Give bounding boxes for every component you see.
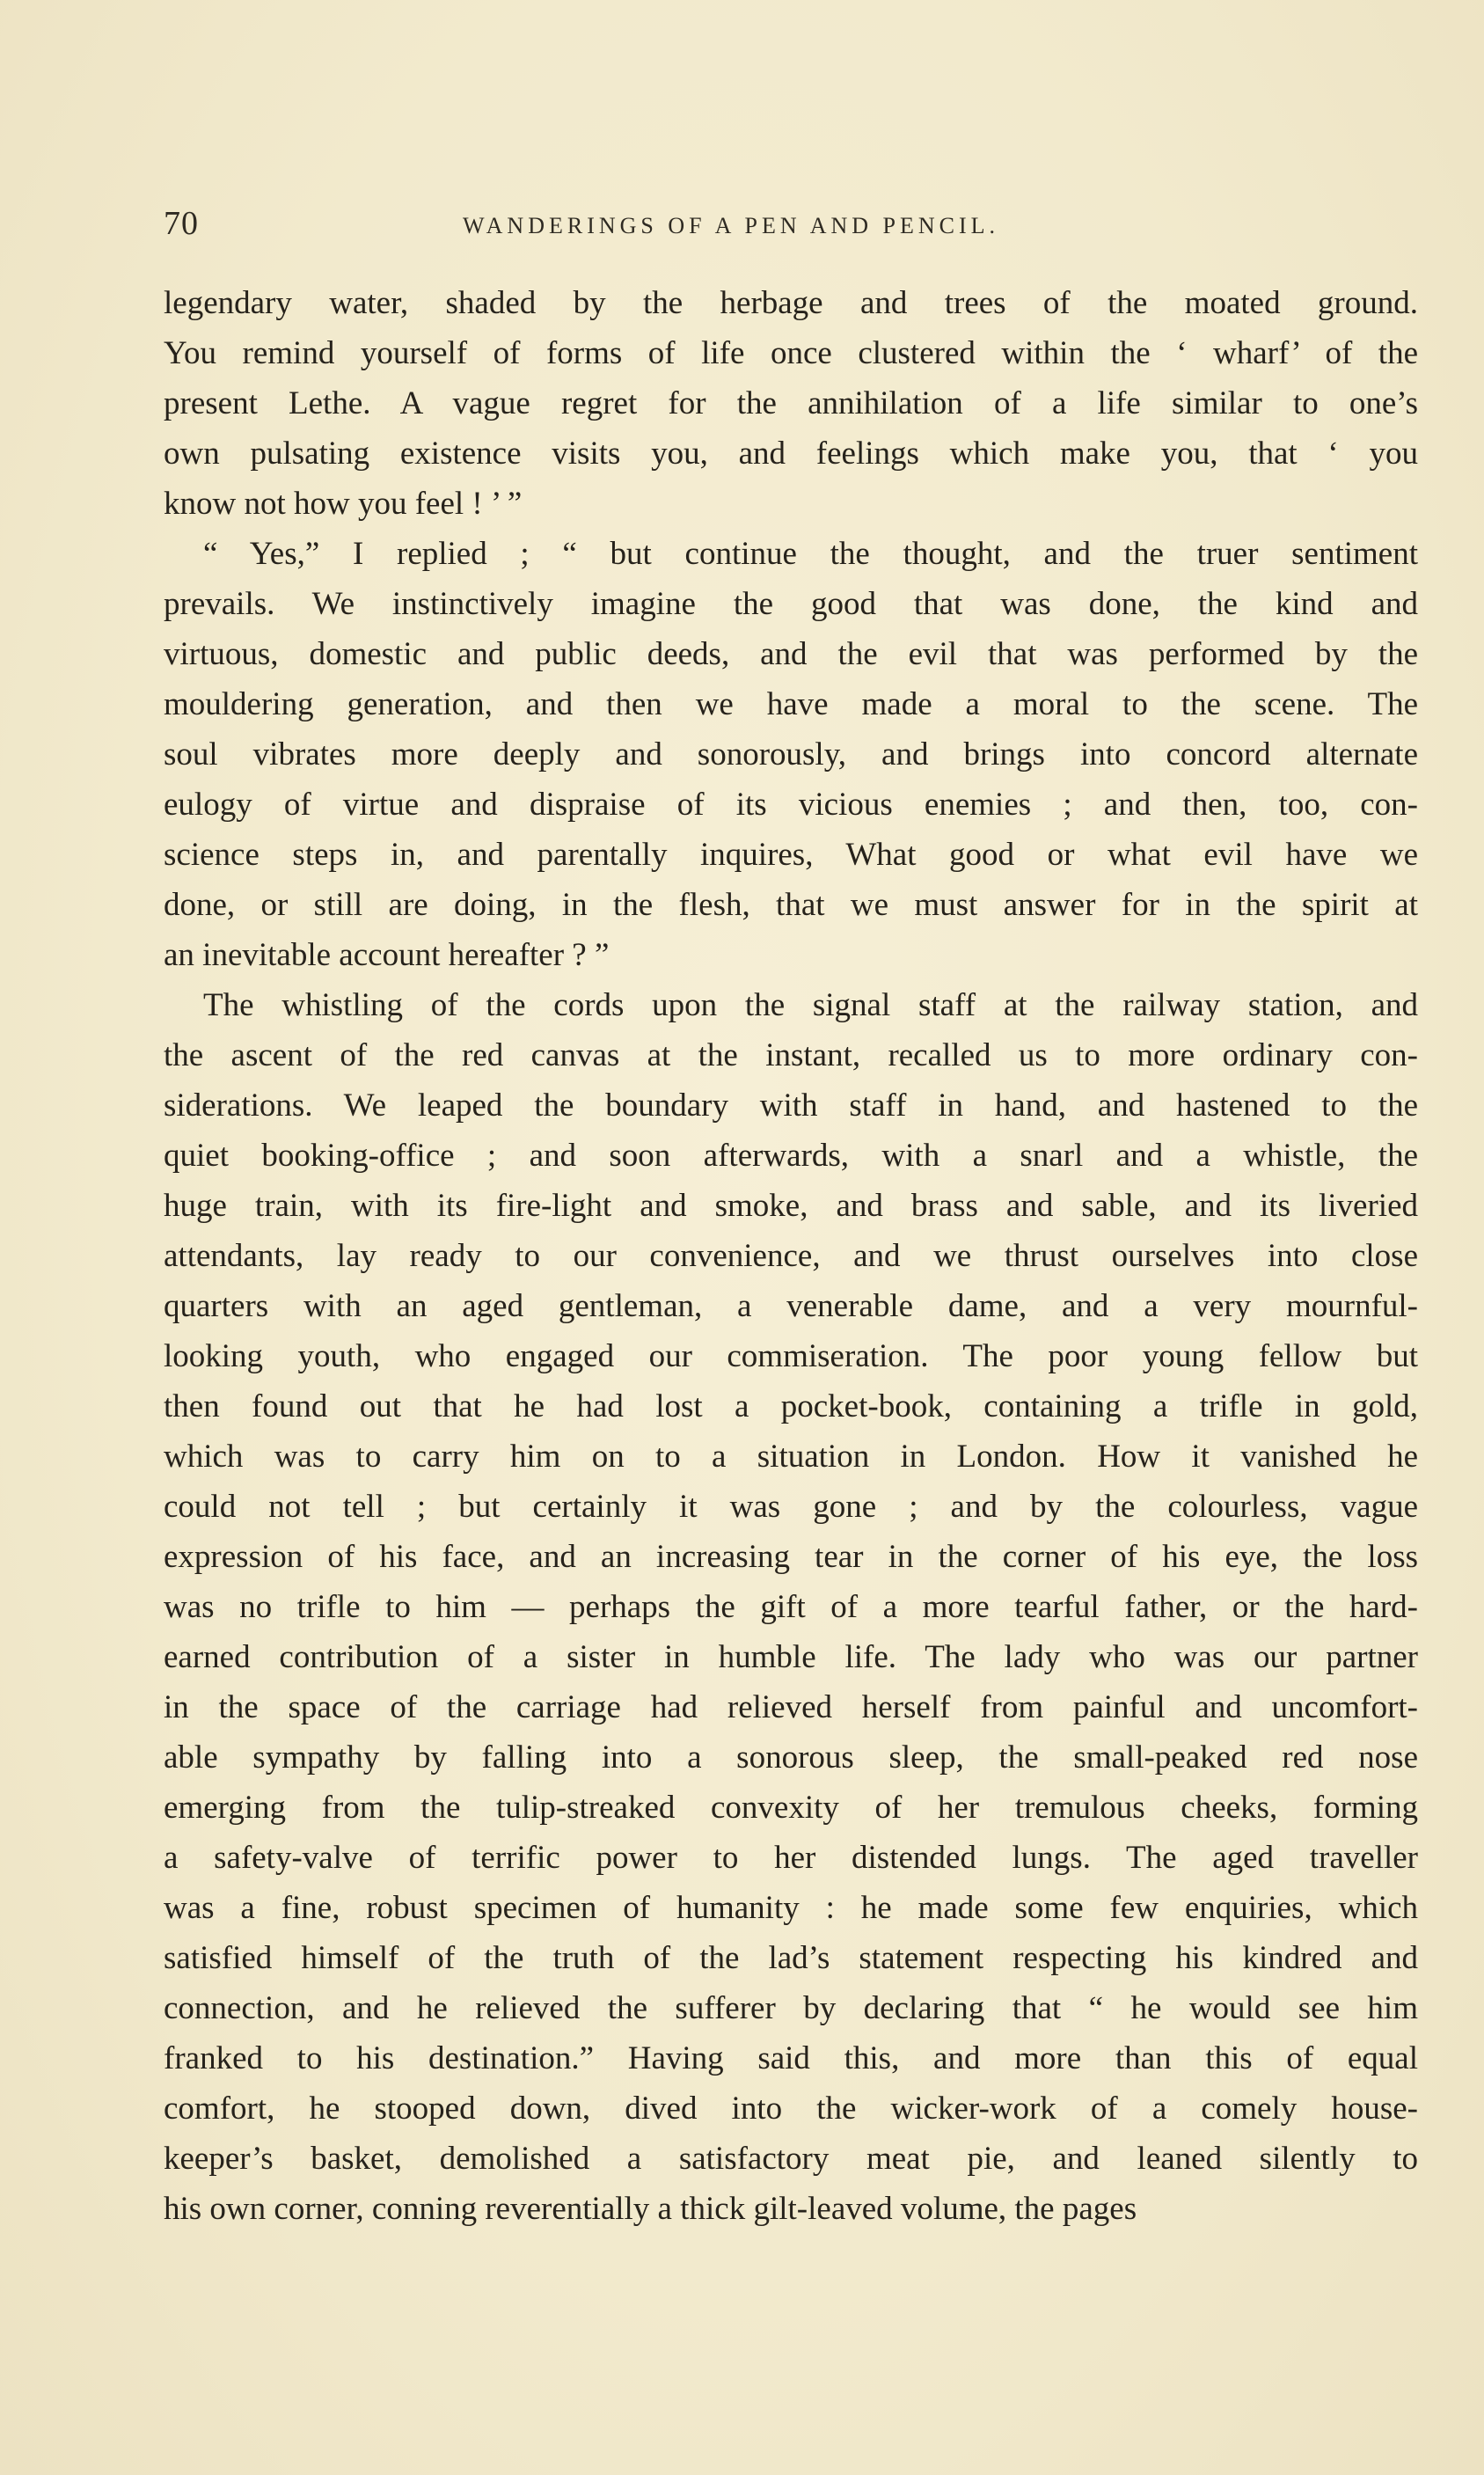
text-line: You remind yourself of forms of life once clustered within the ‘ wharf’ of the (164, 335, 1418, 371)
text-line: earned contribution of a sister in humble life. The lady who was our partner (164, 1639, 1418, 1675)
text-line: know not how you feel ! ’ ” (164, 486, 523, 522)
text-line: expression of his face, and an increasing tear in the corner of his eye, the loss (164, 1539, 1418, 1575)
text-line: then found out that he had lost a pocket-book, containing a trifle in gold, (164, 1388, 1418, 1424)
paragraph (164, 980, 1418, 2234)
text-line: huge train, with its fire-light and smoke, and brass and sable, and its liveried (164, 1188, 1418, 1224)
text-line: connection, and he relieved the sufferer by declaring that “ he would see him (164, 1990, 1418, 2026)
text-line: mouldering generation, and then we have made a moral to the scene. The (164, 686, 1418, 722)
text-line: keeper’s basket, demolished a satisfactory meat pie, and leaned silently to (164, 2141, 1418, 2177)
text-line: virtuous, domestic and public deeds, and the evil that was performed by the (164, 636, 1418, 672)
text-line: franked to his destination.” Having said this, and more than this of equal (164, 2040, 1418, 2076)
text-line: looking youth, who engaged our commiseration. The poor young fellow but (164, 1338, 1418, 1374)
text-line: done, or still are doing, in the flesh, that we must answer for in the spirit at (164, 887, 1418, 923)
text-line: attendants, lay ready to our convenience, and we thrust ourselves into close (164, 1238, 1418, 1274)
text-line: in the space of the carriage had relieved herself from painful and uncomfort- (164, 1689, 1418, 1725)
paragraph (164, 278, 1418, 529)
text-line: quarters with an aged gentleman, a venerable dame, and a very mournful- (164, 1288, 1418, 1324)
page-header (164, 204, 1422, 248)
text-line: quiet booking-office ; and soon afterwards, with a snarl and a whistle, the (164, 1138, 1418, 1174)
text-line: science steps in, and parentally inquires, What good or what evil have we (164, 837, 1418, 873)
text-line: legendary water, shaded by the herbage and trees of the moated ground. (164, 285, 1418, 321)
text-line: “ Yes,” I replied ; “ but continue the thought, and the truer sentiment (203, 536, 1418, 572)
body-text (164, 278, 1418, 2234)
text-line: present Lethe. A vague regret for the annihilation of a life similar to one’s (164, 385, 1418, 421)
running-title: WANDERINGS OF A PEN AND PENCIL. (463, 213, 1000, 238)
text-line: was no trifle to him — perhaps the gift of a more tearful father, or the hard- (164, 1589, 1418, 1625)
paragraph (164, 529, 1418, 980)
text-line: prevails. We instinctively imagine the good that was done, the kind and (164, 586, 1418, 622)
text-line: satisfied himself of the truth of the lad’s statement respecting his kindred and (164, 1940, 1418, 1976)
text-line: emerging from the tulip-streaked convexity of her tremulous cheeks, forming (164, 1790, 1418, 1826)
text-line: comfort, he stooped down, dived into the wicker-work of a comely house- (164, 2091, 1418, 2127)
text-line: own pulsating existence visits you, and feelings which make you, that ‘ you (164, 436, 1418, 472)
text-line: The whistling of the cords upon the signal staff at the railway station, and (203, 987, 1418, 1023)
text-line: his own corner, conning reverentially a thick gilt-leaved volume, the pages (164, 2191, 1137, 2227)
page-number: 70 (164, 205, 199, 242)
text-line: able sympathy by falling into a sonorous sleep, the small-peaked red nose (164, 1739, 1418, 1776)
text-line: siderations. We leaped the boundary with staff in hand, and hastened to the (164, 1087, 1418, 1124)
text-line: a safety-valve of terrific power to her distended lungs. The aged traveller (164, 1840, 1418, 1876)
text-line: could not tell ; but certainly it was gone ; and by the colourless, vague (164, 1489, 1418, 1525)
text-line: an inevitable account hereafter ? ” (164, 937, 610, 973)
text-line: soul vibrates more deeply and sonorously, and brings into concord alternate (164, 736, 1418, 773)
text-line: which was to carry him on to a situation in London. How it vanished he (164, 1439, 1418, 1475)
text-line: was a fine, robust specimen of humanity : he made some few enquiries, which (164, 1890, 1418, 1926)
text-line: the ascent of the red canvas at the instant, recalled us to more ordinary con- (164, 1037, 1418, 1073)
text-line: eulogy of virtue and dispraise of its vicious enemies ; and then, too, con- (164, 787, 1418, 823)
